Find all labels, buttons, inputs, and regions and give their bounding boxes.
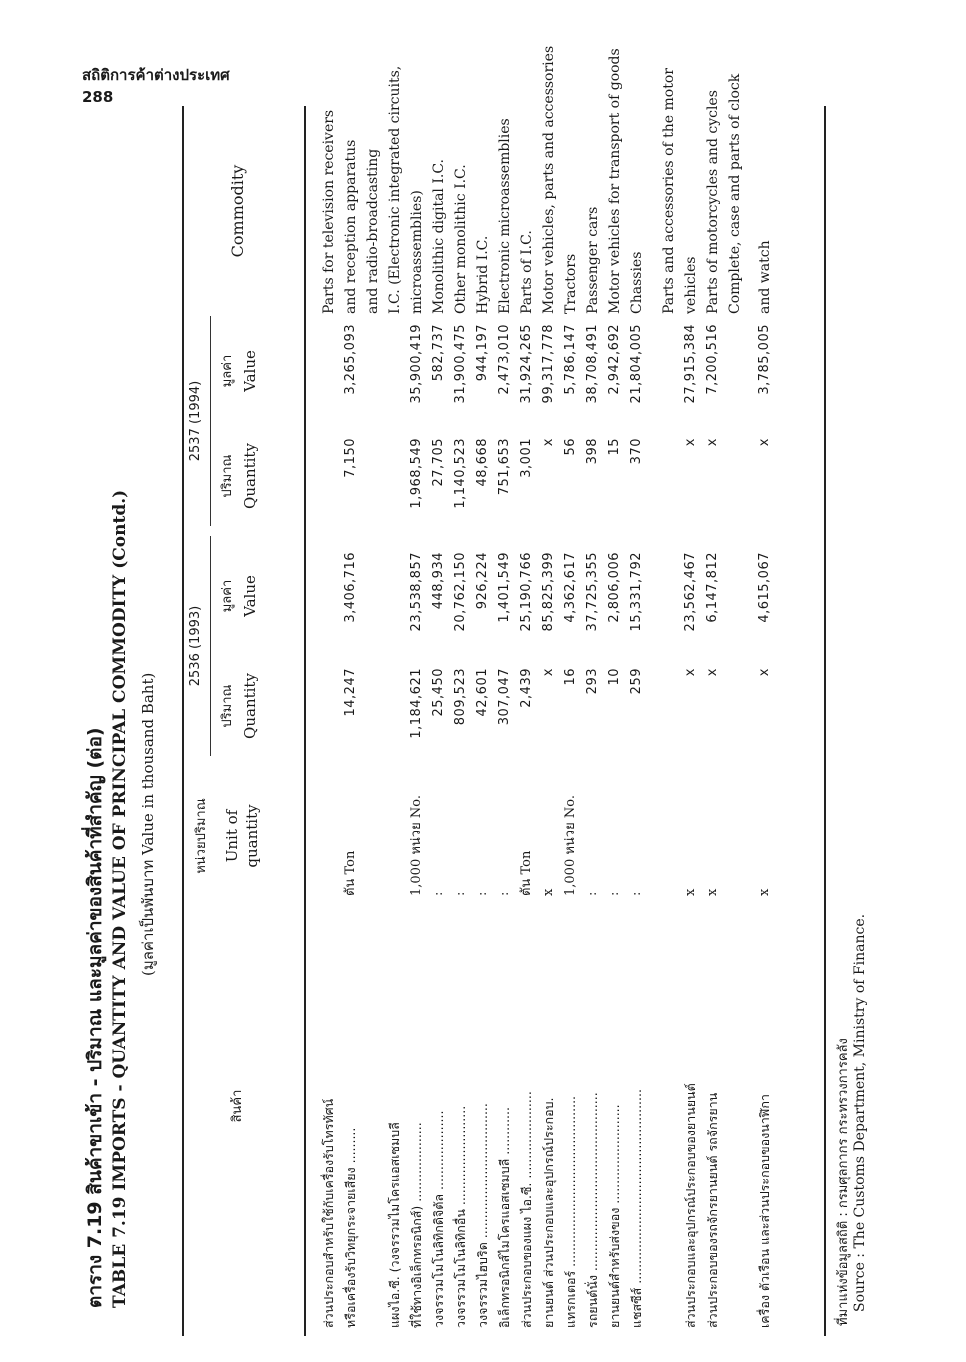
table-row [340, 106, 362, 1336]
table-row [582, 106, 604, 1336]
row-qty-1994: 15 [607, 438, 622, 456]
row-unit: ตัน Ton [519, 850, 534, 896]
header-qty-thai-1993: ปริมาณ [220, 684, 235, 728]
row-thai: หรือเครื่องรับวิทยุกระจายเสียง ......... [343, 1127, 358, 1328]
row-qty-1994: 48,668 [475, 438, 490, 487]
row-eng: microassemblies) [409, 190, 425, 314]
table-row [516, 106, 538, 1336]
row-qty-1993: 2,439 [519, 668, 534, 708]
row-val-1994: 27,915,384 [683, 324, 698, 404]
running-head [82, 64, 230, 108]
row-val-1993: 25,190,766 [519, 552, 534, 632]
row-qty-1993: 809,523 [453, 668, 468, 726]
row-eng: Hybrid I.C. [475, 235, 491, 314]
row-unit: x [541, 888, 556, 896]
row-qty-1994: 27,705 [431, 438, 446, 487]
row-unit: : [585, 891, 600, 896]
row-val-1993: 15,331,792 [629, 552, 644, 632]
row-eng: vehicles [683, 256, 699, 314]
row-val-1994: 31,924,265 [519, 324, 534, 404]
row-thai: วงจรรวมโมโนลิทิกดิจิตัล .................... [431, 1110, 446, 1328]
row-qty-1993: x [757, 668, 772, 677]
row-val-1994: 944,197 [475, 324, 490, 382]
row-qty-1993: 25,450 [431, 668, 446, 717]
header-qty-en-1994: Quantity [241, 443, 259, 509]
row-unit: x [757, 888, 772, 896]
table-row [604, 48, 626, 1336]
source-note-thai: ที่มาแห่งข้อมูลสถิติ : กรมศุลกากร กระทรวงการคลัง [836, 1038, 851, 1326]
row-thai: แชสซีส์ ................................................. [629, 1089, 644, 1328]
row-val-1994: 5,786,147 [563, 324, 578, 395]
table-row [754, 106, 776, 1336]
header-commodity-thai: สินค้า [230, 1089, 245, 1123]
row-unit: : [607, 891, 622, 896]
header-year-1994: 2537 (1994) [188, 380, 203, 462]
row-qty-1993: 1,184,621 [409, 668, 424, 739]
table-row [680, 106, 702, 1336]
row-qty-1993: 259 [629, 668, 644, 695]
row-eng: Parts for television receivers [321, 109, 337, 314]
row-unit: x [683, 888, 698, 896]
row-unit: ตัน Ton [343, 850, 358, 896]
row-eng: and reception apparatus [343, 139, 359, 314]
source-note-english: Source : The Customs Department, Ministry of Finance. [852, 913, 868, 1312]
row-val-1994: 582,737 [431, 324, 446, 382]
table-row [494, 106, 516, 1336]
row-qty-1994: 398 [585, 438, 600, 465]
row-eng: Complete, case and parts of clock [727, 73, 743, 314]
row-val-1993: 37,725,355 [585, 552, 600, 632]
year-1994-rule [210, 316, 211, 526]
row-qty-1993: 293 [585, 668, 600, 695]
row-val-1994: 31,900,475 [453, 324, 468, 404]
header-unit-en-2: quantity [243, 804, 261, 868]
row-thai: ยานยนต์สำหรับส่งของ ......................... [607, 1104, 622, 1328]
row-eng: Motor vehicles, parts and accessories [541, 45, 557, 314]
row-val-1993: 23,538,857 [409, 552, 424, 632]
row-unit: : [497, 891, 512, 896]
row-val-1993: 6,147,812 [705, 552, 720, 623]
row-val-1993: 20,762,150 [453, 552, 468, 632]
row-thai: รถยนต์นั่ง ............................................. [585, 1092, 600, 1328]
row-eng: Parts and accessories of the motor [661, 68, 677, 314]
row-qty-1994: x [705, 438, 720, 447]
row-val-1994: 2,942,692 [607, 324, 622, 395]
table-row [384, 65, 406, 1336]
row-eng: I.C. (Electronic integrated circuits, [387, 65, 403, 314]
row-eng: Parts of motorcycles and cycles [705, 90, 721, 314]
row-val-1993: 448,934 [431, 552, 446, 610]
row-qty-1994: 7,150 [343, 438, 358, 478]
row-qty-1994: 1,140,523 [453, 438, 468, 509]
row-qty-1993: x [541, 668, 556, 677]
row-thai: ส่วนประกอบของแผง ไอ.ซี. ...................... [519, 1091, 534, 1328]
row-qty-1993: x [683, 668, 698, 677]
row-qty-1994: 370 [629, 438, 644, 465]
row-val-1993: 1,401,549 [497, 552, 512, 623]
row-eng: Electronic microassemblies [497, 118, 513, 314]
row-val-1993: 2,806,006 [607, 552, 622, 623]
table-row [560, 106, 582, 1336]
table-row [318, 106, 340, 1336]
row-unit: : [453, 891, 468, 896]
table-top-rule [182, 106, 184, 1336]
row-val-1993: 85,825,399 [541, 552, 556, 632]
row-unit: x [705, 888, 720, 896]
row-qty-1993: 10 [607, 668, 622, 686]
row-eng: Monolithic digital I.C. [431, 159, 447, 314]
row-val-1994: 21,804,005 [629, 324, 644, 404]
row-unit: : [431, 891, 446, 896]
row-val-1993: 4,362,617 [563, 552, 578, 623]
row-eng: Other monolithic I.C. [453, 164, 469, 314]
header-unit-thai: หน่วยปริมาณ [194, 798, 209, 874]
row-unit: : [629, 891, 644, 896]
row-qty-1994: 751,653 [497, 438, 512, 496]
row-unit: 1,000 หน่วย No. [409, 795, 424, 896]
row-thai: วงจรรวมโมโนลิทิกอื่น ......................... [453, 1105, 468, 1328]
row-val-1994: 2,473,010 [497, 324, 512, 395]
row-val-1993: 23,562,467 [683, 552, 698, 632]
row-val-1994: 7,200,516 [705, 324, 720, 395]
row-qty-1993: 14,247 [343, 668, 358, 717]
row-qty-1993: 307,047 [497, 668, 512, 726]
page-number: 288 [82, 88, 114, 106]
table-row [724, 73, 746, 1336]
row-thai: ส่วนประกอบสำหรับใช้กับเครื่องรับโทรทัศน์ [321, 1098, 336, 1328]
row-eng: and radio-broadcasting [365, 148, 381, 314]
row-qty-1994: 56 [563, 438, 578, 456]
row-val-1994: 35,900,419 [409, 324, 424, 404]
year-1993-rule [210, 536, 211, 756]
table-row [406, 106, 428, 1336]
row-qty-1994: x [541, 438, 556, 447]
row-val-1993: 926,224 [475, 552, 490, 610]
row-qty-1994: x [757, 438, 772, 447]
row-thai: อิเล็กทรอนิกส์ไมโครแอสเซมบลี ............ [497, 1107, 512, 1328]
header-qty-en-1993: Quantity [241, 673, 259, 739]
row-thai: แทรกเตอร์ ........................................... [563, 1095, 578, 1328]
header-commodity-en: Commodity [228, 164, 247, 258]
row-qty-1993: 16 [563, 668, 578, 686]
table-title-english: TABLE 7.19 IMPORTS - QUANTITY AND VALUE OF PRINCIPAL COMMODITY (Contd.) [110, 489, 130, 1308]
row-qty-1993: 42,601 [475, 668, 490, 717]
row-val-1994: 99,317,778 [541, 324, 556, 404]
header-bottom-rule [304, 106, 306, 1336]
header-qty-thai-1994: ปริมาณ [220, 454, 235, 498]
row-thai: วงจรรวมไฮบริด .................................. [475, 1103, 490, 1328]
table-row [702, 90, 724, 1336]
row-val-1994: 3,785,005 [757, 324, 772, 395]
row-thai: ที่ใช้ทางอิเล็กทรอนิกส์) .................... [409, 1122, 424, 1328]
table-bottom-rule [824, 106, 826, 1336]
row-thai: แผงไอ.ซี. (วงจรรวมไมโครแอสเซมบลี [387, 1122, 402, 1328]
row-eng: Tractors [563, 253, 579, 314]
table-row [450, 106, 472, 1336]
table-row [538, 45, 560, 1336]
table-row [362, 106, 384, 1336]
row-unit: : [475, 891, 490, 896]
row-val-1993: 3,406,716 [343, 552, 358, 623]
row-eng: Passenger cars [585, 206, 601, 314]
table-row [626, 106, 648, 1336]
table-row [658, 68, 680, 1336]
row-val-1994: 38,708,491 [585, 324, 600, 404]
row-thai: ยานยนต์ ส่วนประกอบและอุปกรณ์ประกอบ. [541, 1097, 556, 1328]
row-eng: Parts of I.C. [519, 230, 535, 314]
row-thai: ส่วนประกอบและอุปกรณ์ประกอบของยานยนต์ [683, 1083, 698, 1328]
header-year-1993: 2536 (1993) [188, 605, 203, 687]
row-qty-1994: 3,001 [519, 438, 534, 478]
header-val-en-1994: Value [241, 350, 259, 392]
row-qty-1993: x [705, 668, 720, 677]
row-eng: Motor vehicles for transport of goods [607, 48, 623, 314]
header-unit-en-1: Unit of [223, 809, 241, 863]
table-row [428, 106, 450, 1336]
table-row [472, 106, 494, 1336]
row-qty-1994: 1,968,549 [409, 438, 424, 509]
header-val-en-1993: Value [241, 575, 259, 617]
table-title-thai: ตาราง 7.19 สินค้าขาเข้า - ปริมาณ และมูลค่าของสินค้าที่สำคัญ (ต่อ) [84, 727, 106, 1308]
row-eng: Chassies [629, 251, 645, 314]
row-thai: เครื่อง ตัวเรือน และส่วนประกอบของนาฬิกา [757, 1094, 772, 1328]
row-eng: and watch [757, 240, 773, 314]
row-unit: 1,000 หน่วย No. [563, 795, 578, 896]
section-title: สถิติการค้าต่างประเทศ [82, 66, 230, 84]
header-val-thai-1994: มูลค่า [220, 354, 235, 388]
table-unit-note: (มูลค่าเป็นพันบาท Value in thousand Baht) [139, 672, 157, 976]
row-val-1994: 3,265,093 [343, 324, 358, 395]
row-thai: ส่วนประกอบของรถจักรยานยนต์ รถจักรยาน [705, 1092, 720, 1328]
header-val-thai-1993: มูลค่า [220, 579, 235, 613]
row-val-1993: 4,615,067 [757, 552, 772, 623]
row-qty-1994: x [683, 438, 698, 447]
